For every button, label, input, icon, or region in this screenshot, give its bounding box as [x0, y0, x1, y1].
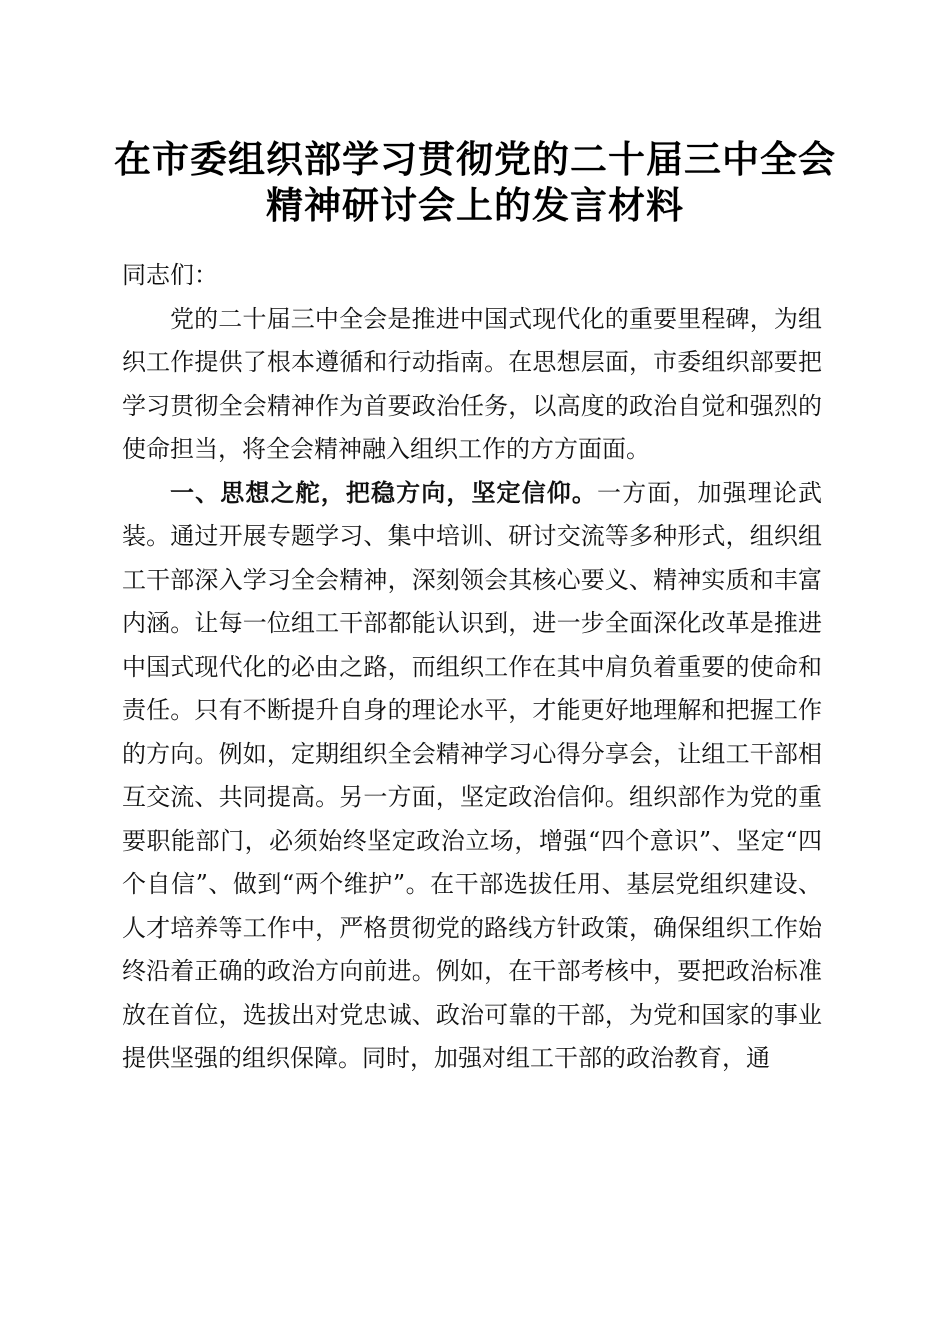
salutation: 同志们： [122, 261, 218, 289]
section-one-text: 一方面，加强理论武装。通过开展专题学习、集中培训、研讨交流等多种形式，组织组工干部深入学习全会精神，深刻领会其核心要义、精神实质和丰富内涵。让每一位组工干部都能认识到，进一步全面深化改革是推进中国式现代化的必由之路，而组织工作在其中肩负着重要的使命和责任。只有不断提升自身的理论水平，才能更好地理解和把握工作的方向。例如，定期组织全会精神学习心得分享会，让组工干部相互交流、共同提高。另一方面，坚定政治信仰。组织部作为党的重要职能部门，必须始终坚定政治立场，增强“四个意识”、坚定“四个自信”、做到“两个维护”。在干部选拔任用、基层党组织建设、人才培养等工作中，严格贯彻党的路线方针政策，确保组织工作始终沿着正确的政治方向前进。例如，在干部考核中，要把政治标准放在首位，选拔出对党忠诚、政治可靠的干部，为党和国家的事业提供坚强的组织保障。同时，加强对组工干部的政治教育，通 [122, 478, 823, 1072]
document-title: 在市委组织部学习贯彻党的二十届三中全会精神研讨会上的发言材料 [114, 137, 836, 227]
section-one-paragraph [122, 472, 822, 1081]
section-one-heading: 一、思想之舵，把稳方向，坚定信仰。 [170, 478, 598, 507]
document-body [122, 254, 822, 1081]
intro-paragraph: 党的二十届三中全会是推进中国式现代化的重要里程碑，为组织工作提供了根本遵循和行动指南。在思想层面，市委组织部要把学习贯彻全会精神作为首要政治任务，以高度的政治自觉和强烈的使命担当，将全会精神融入组织工作的方方面面。 [122, 304, 822, 463]
